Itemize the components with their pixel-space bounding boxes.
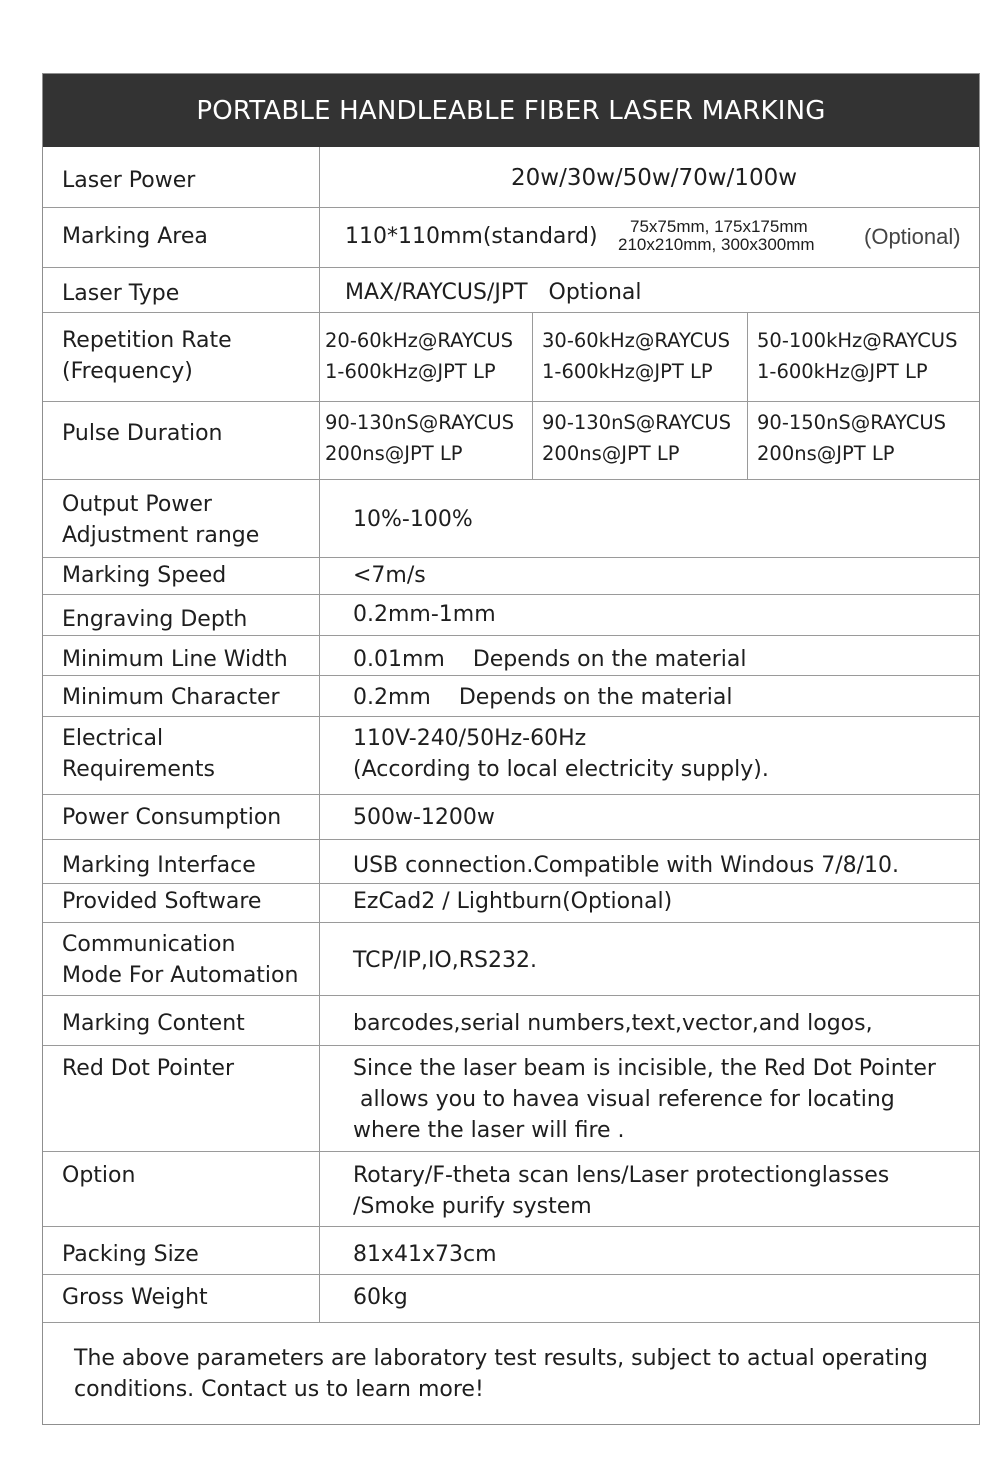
- row-repetition-rate: [43, 313, 979, 402]
- row-label-line1: Output Power: [62, 492, 212, 517]
- cell-line1: 20-60kHz@RAYCUS: [325, 329, 514, 352]
- row-label: Red Dot Pointer: [62, 1056, 235, 1081]
- row-value-line1: Since the laser beam is incisible, the Red Dot Pointer: [353, 1056, 936, 1081]
- row-label-line2: Requirements: [62, 757, 215, 782]
- row-label: Option: [62, 1163, 136, 1188]
- row-value: 500w-1200w: [353, 805, 495, 830]
- row-value: barcodes,serial numbers,text,vector,and logos,: [353, 1011, 873, 1036]
- row-label: Marking Area: [62, 224, 208, 249]
- row-value: EzCad2 / Lightburn(Optional): [353, 889, 673, 914]
- row-label: Pulse Duration: [62, 421, 223, 446]
- row-label: Marking Speed: [62, 563, 227, 588]
- row-value: MAX/RAYCUS/JPT Optional: [345, 280, 642, 305]
- row-marking-content: [43, 996, 979, 1046]
- row-value: 81x41x73cm: [353, 1242, 497, 1267]
- row-value: 0.2mm-1mm: [353, 602, 496, 627]
- row-laser-type: [43, 268, 979, 313]
- row-value-line3: where the laser will fire .: [353, 1118, 625, 1143]
- rate-cell-1: [320, 313, 533, 401]
- row-label: Power Consumption: [62, 805, 282, 830]
- row-marking-area: [43, 208, 979, 268]
- row-provided-software: [43, 884, 979, 923]
- cell-line1: 90-150nS@RAYCUS: [757, 411, 947, 434]
- row-value-line2: (According to local electricity supply).: [353, 757, 769, 782]
- row-electrical: [43, 717, 979, 795]
- cell-line1: 90-130nS@RAYCUS: [325, 411, 515, 434]
- row-label: Marking Content: [62, 1011, 245, 1036]
- row-laser-power: [43, 147, 979, 208]
- row-value: 60kg: [353, 1285, 408, 1310]
- row-label: Engraving Depth: [62, 607, 248, 632]
- footer-note: [74, 1343, 954, 1405]
- cell-line2: 200ns@JPT LP: [325, 442, 463, 465]
- cell-line2: 200ns@JPT LP: [757, 442, 895, 465]
- row-label-line1: Communication: [62, 932, 236, 957]
- spec-sheet: [42, 73, 980, 1425]
- row-label: Minimum Line Width: [62, 647, 288, 672]
- row-communication: [43, 923, 979, 996]
- pulse-cell-3: [748, 402, 980, 479]
- row-power-consumption: [43, 795, 979, 840]
- row-min-line-width: [43, 636, 979, 676]
- row-min-character: [43, 676, 979, 717]
- row-label-line2: Adjustment range: [62, 523, 260, 548]
- row-label: Provided Software: [62, 889, 262, 914]
- row-label-line1: Repetition Rate: [62, 328, 232, 353]
- row-value-line2: allows you to havea visual reference for locating: [353, 1087, 895, 1112]
- cell-line1: 90-130nS@RAYCUS: [542, 411, 732, 434]
- optional-suffix: (Optional): [864, 224, 961, 249]
- row-label: Gross Weight: [62, 1285, 208, 1310]
- row-value: 20w/30w/50w/70w/100w: [511, 165, 798, 191]
- footer-note-line2: conditions. Contact us to learn more!: [74, 1377, 484, 1402]
- row-value: 110*110mm(standard): [345, 224, 598, 249]
- row-value: <7m/s: [353, 563, 426, 588]
- footer-note-line1: The above parameters are laboratory test results, subject to actual operating: [74, 1346, 928, 1371]
- row-option: [43, 1152, 979, 1227]
- row-label-line2: (Frequency): [62, 359, 193, 384]
- row-marking-interface: [43, 840, 979, 884]
- row-label: Packing Size: [62, 1242, 199, 1267]
- row-value-line1: Rotary/F-theta scan lens/Laser protectionglasses: [353, 1163, 890, 1188]
- row-packing-size: [43, 1227, 979, 1275]
- row-value-line1: 110V-240/50Hz-60Hz: [353, 726, 587, 751]
- row-engraving-depth: [43, 595, 979, 636]
- row-output-power: [43, 480, 979, 558]
- row-gross-weight: [43, 1275, 979, 1323]
- row-red-dot-pointer: [43, 1046, 979, 1152]
- row-value: 0.01mm Depends on the material: [353, 647, 747, 672]
- row-label-line1: Electrical: [62, 726, 164, 751]
- cell-line2: 1-600kHz@JPT LP: [542, 360, 713, 383]
- pulse-cell-2: [533, 402, 748, 479]
- rate-cell-2: [533, 313, 748, 401]
- row-label-line2: Mode For Automation: [62, 963, 299, 988]
- row-value: TCP/IP,IO,RS232.: [353, 948, 537, 973]
- row-label: Laser Type: [62, 281, 180, 306]
- row-value: 0.2mm Depends on the material: [353, 685, 733, 710]
- row-label: Minimum Character: [62, 685, 280, 710]
- row-value-line2: /Smoke purify system: [353, 1194, 592, 1219]
- cell-line1: 30-60kHz@RAYCUS: [542, 329, 731, 352]
- row-label: Laser Power: [62, 168, 196, 193]
- cell-line2: 1-600kHz@JPT LP: [757, 360, 928, 383]
- row-value: 10%-100%: [353, 507, 473, 532]
- cell-line2: 1-600kHz@JPT LP: [325, 360, 496, 383]
- optional-sizes-line1: 75x75mm, 175x175mm: [630, 217, 808, 236]
- pulse-cell-1: [320, 402, 533, 479]
- optional-sizes-line2: 210x210mm, 300x300mm: [618, 235, 815, 254]
- row-marking-speed: [43, 558, 979, 595]
- row-value: USB connection.Compatible with Windous 7/8/10.: [353, 853, 900, 878]
- cell-line1: 50-100kHz@RAYCUS: [757, 329, 958, 352]
- rate-cell-3: [748, 313, 980, 401]
- row-label: Marking Interface: [62, 853, 256, 878]
- row-pulse-duration: [43, 402, 979, 480]
- cell-line2: 200ns@JPT LP: [542, 442, 680, 465]
- sheet-title: PORTABLE HANDLEABLE FIBER LASER MARKING: [43, 74, 979, 147]
